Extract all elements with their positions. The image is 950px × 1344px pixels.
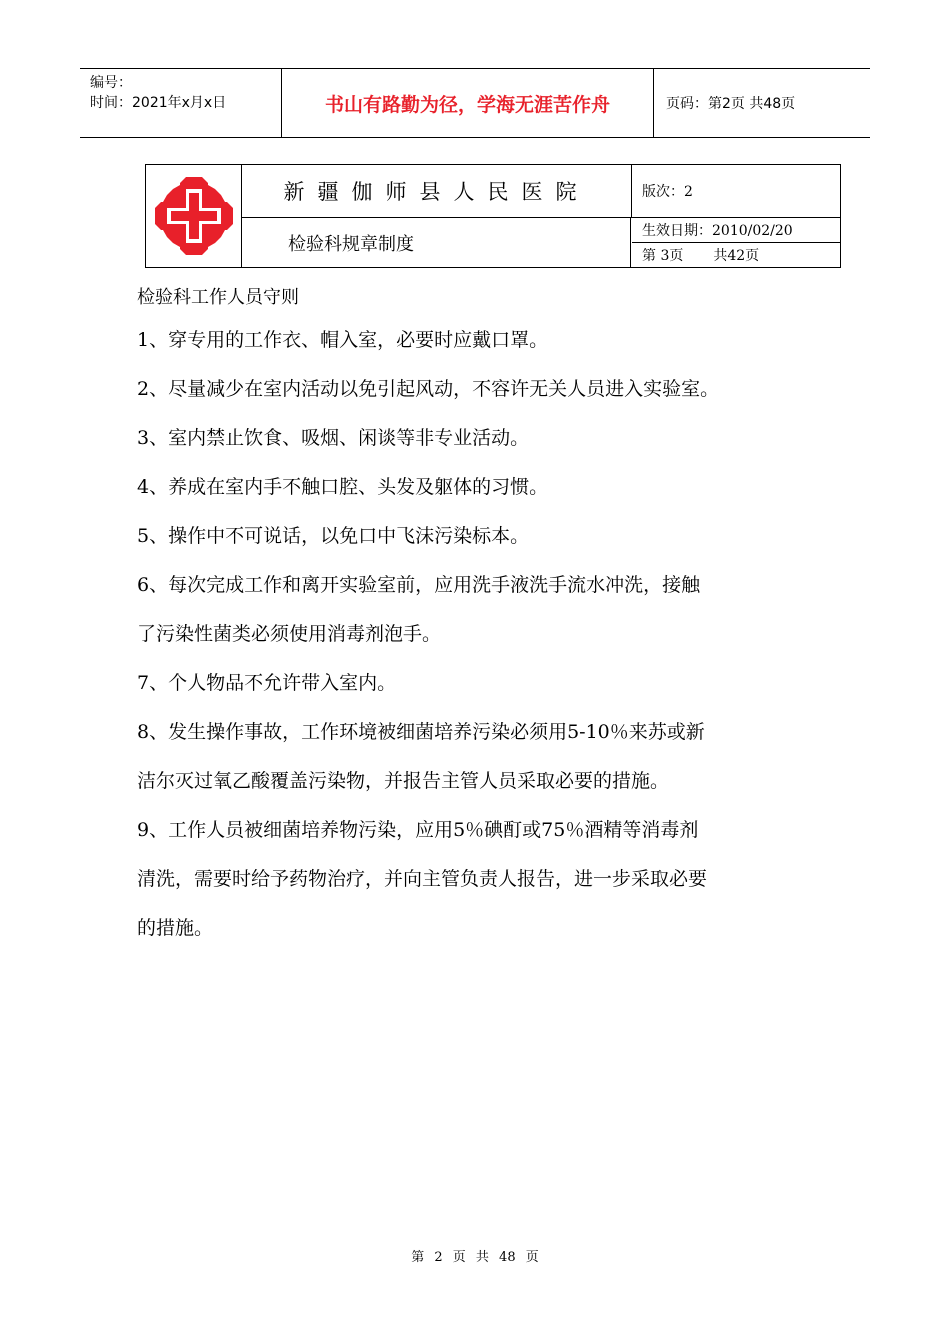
page-total: 共42页	[713, 248, 760, 264]
page-footer: 第 2 页 共 48 页	[411, 1250, 539, 1265]
effective-date: 生效日期：2010/02/20	[632, 218, 840, 243]
rule-line: 2、尽量减少在室内活动以免引起风动，不容许无关人员进入实验室。	[137, 378, 720, 400]
number-label: 编号：	[90, 75, 132, 91]
top-header	[80, 68, 870, 138]
version: 版次：2	[632, 165, 840, 218]
rule-line: 3、室内禁止饮食、吸烟、闲谈等非专业活动。	[137, 427, 530, 449]
motto: 书山有路勤为径，学海无涯苦作舟	[282, 69, 654, 137]
rule-line: 7、个人物品不允许带入室内。	[137, 672, 397, 694]
time-label: 时间：2021年x月x日	[90, 95, 227, 111]
rule-line: 1、穿专用的工作衣、帽入室，必要时应戴口罩。	[137, 329, 549, 351]
top-page-info: 页码：第2页 共48页	[666, 96, 796, 112]
rule-line: 9、工作人员被细菌培养物污染，应用5％碘酊或75％酒精等消毒剂	[137, 819, 699, 841]
page-no: 第 3页	[642, 248, 684, 264]
doc-meta	[80, 69, 282, 137]
section-heading: 检验科工作人员守则	[137, 287, 299, 308]
logo-cell	[146, 165, 242, 267]
rule-line: 了污染性菌类必须使用消毒剂泡手。	[137, 623, 442, 645]
rule-line: 的措施。	[137, 917, 214, 939]
hospital-header-table	[145, 164, 841, 268]
rule-line: 6、每次完成工作和离开实验室前，应用洗手液洗手流水冲洗，接触	[137, 574, 701, 596]
rule-line: 清洗，需要时给予药物治疗，并向主管负责人报告，进一步采取必要	[137, 868, 708, 890]
document-body	[137, 280, 827, 953]
hospital-name: 新疆伽师县人民医院	[242, 165, 632, 218]
page-count-cell	[632, 243, 840, 267]
doc-title: 检验科规章制度	[242, 218, 631, 267]
rule-line: 洁尔灭过氧乙酸覆盖污染物，并报告主管人员采取必要的措施。	[137, 770, 670, 792]
red-cross-icon	[151, 173, 237, 259]
rule-line: 4、养成在室内手不触口腔、头发及躯体的习惯。	[137, 476, 549, 498]
rule-line: 5、操作中不可说话，以免口中飞沫污染标本。	[137, 525, 530, 547]
rule-line: 8、发生操作事故，工作环境被细菌培养污染必须用5-10％来苏或新	[137, 721, 705, 743]
